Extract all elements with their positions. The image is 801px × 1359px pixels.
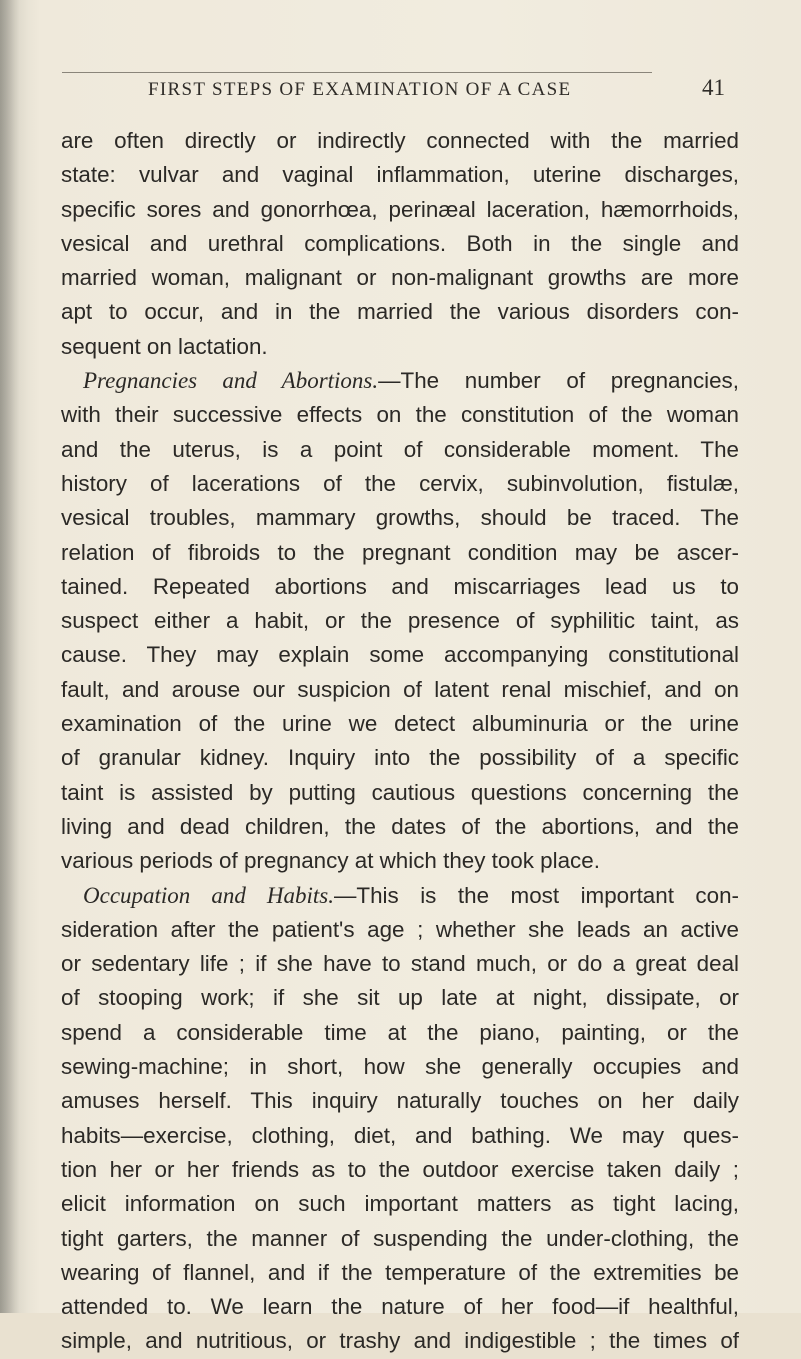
heading-continuation: —The number of pregnancies, (378, 368, 739, 394)
text-line: and the uterus, is a point of considerable moment. The (61, 436, 739, 462)
text-line: wearing of flannel, and if the temperature of the extremities be (61, 1259, 739, 1285)
text-line: examination of the urine we detect albuminuria or the urine (61, 711, 739, 737)
paragraph-occupation (61, 879, 739, 1359)
text-line: taint is assisted by putting cautious questions concerning the (61, 779, 739, 805)
text-line: of stooping work; if she sit up late at night, dissipate, or (61, 985, 739, 1011)
text-line: vesical troubles, mammary growths, should be traced. The (61, 505, 739, 531)
text-line: simple, and nutritious, or trashy and indigestible ; the times of (61, 1328, 739, 1354)
text-line: living and dead children, the dates of the abortions, and the (61, 813, 739, 839)
text-line: are often directly or indirectly connected with the married (61, 128, 739, 153)
text-line: sideration after the patient's age ; whether she leads an active (61, 916, 739, 942)
text-line (61, 879, 739, 913)
paragraph-married-state (61, 124, 739, 364)
section-heading-pregnancies: Pregnancies and Abortions. (83, 368, 379, 394)
running-head (148, 79, 748, 101)
text-line: spend a considerable time at the piano, painting, or the (61, 1019, 739, 1045)
section-heading-occupation: Occupation and Habits. (83, 882, 334, 908)
binding-shadow (0, 0, 28, 1313)
text-line (61, 364, 739, 398)
text-line: relation of fibroids to the pregnant condition may be ascer- (61, 539, 739, 565)
text-line: sewing-machine; in short, how she generally occupies and (61, 1054, 739, 1080)
text-line: suspect either a habit, or the presence of syphilitic taint, as (61, 608, 739, 634)
text-line: with their successive effects on the constitution of the woman (61, 402, 739, 428)
page-number: 41 (702, 75, 725, 100)
text-line: attended to. We learn the nature of her food—if healthful, (61, 1294, 739, 1320)
heading-continuation: —This is the most important con- (334, 882, 739, 908)
header-rule (62, 72, 652, 73)
running-head-title: FIRST STEPS OF EXAMINATION OF A CASE (148, 79, 572, 100)
text-line: sequent on lactation. (61, 333, 268, 359)
text-line: state: vulvar and vaginal inflammation, uterine discharges, (61, 162, 739, 188)
text-line: of granular kidney. Inquiry into the possibility of a specific (61, 745, 739, 771)
text-line: vesical and urethral complications. Both in the single and (61, 230, 739, 256)
text-line: tion her or her friends as to the outdoor exercise taken daily ; (61, 1156, 739, 1182)
text-line: or sedentary life ; if she have to stand much, or do a great deal (61, 951, 739, 977)
text-line: history of lacerations of the cervix, subinvolution, fistulæ, (61, 470, 739, 496)
text-line: fault, and arouse our suspicion of latent renal mischief, and on (61, 676, 739, 702)
text-line: amuses herself. This inquiry naturally touches on her daily (61, 1088, 739, 1114)
paragraph-pregnancies (61, 364, 739, 878)
text-line: married woman, malignant or non-malignant growths are more (61, 265, 739, 291)
body-text (61, 124, 739, 1359)
text-line: tained. Repeated abortions and miscarriages lead us to (61, 573, 739, 599)
text-line: cause. They may explain some accompanying constitutional (61, 642, 739, 668)
text-line: specific sores and gonorrhœa, perinæal laceration, hæmorrhoids, (61, 196, 739, 222)
text-line: elicit information on such important matters as tight lacing, (61, 1191, 739, 1217)
text-line: tight garters, the manner of suspending the under-clothing, the (61, 1225, 739, 1251)
text-line: various periods of pregnancy at which they took place. (61, 848, 600, 874)
text-line: apt to occur, and in the married the various disorders con- (61, 299, 739, 325)
text-line: habits—exercise, clothing, diet, and bathing. We may ques- (61, 1122, 739, 1148)
